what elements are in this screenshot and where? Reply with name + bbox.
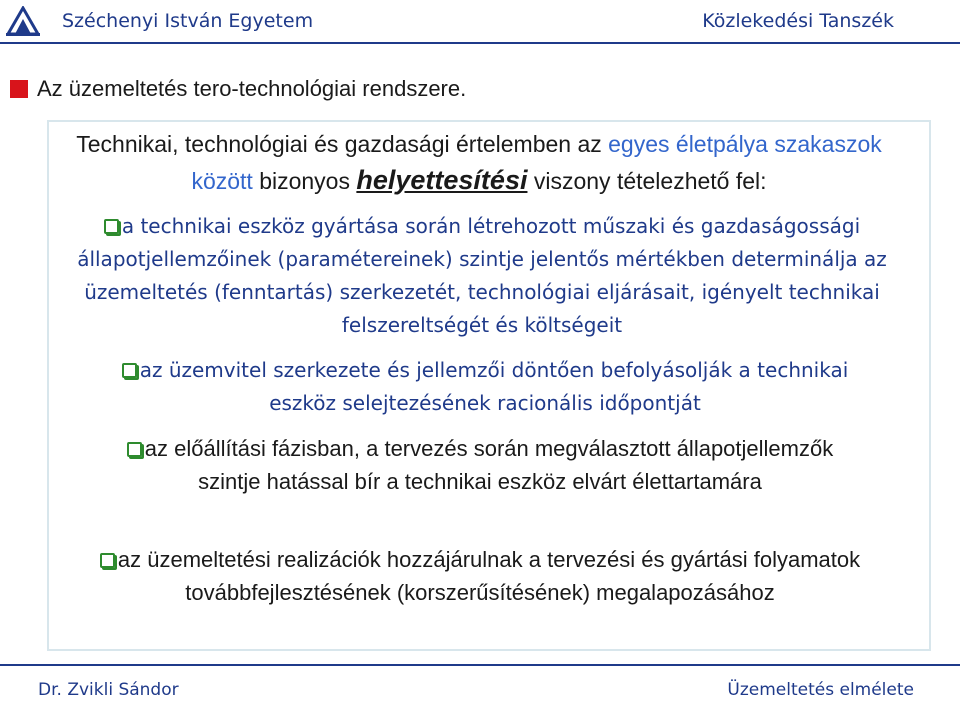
checkbox-bullet-icon: [100, 553, 115, 568]
footer-author: Dr. Zvikli Sándor: [38, 680, 179, 700]
list-item: [90, 354, 880, 420]
checkbox-bullet-icon: [127, 442, 142, 457]
intro-text-2: bizonyos: [252, 168, 357, 194]
intro-text-3: viszony tételezhető fel:: [527, 168, 767, 194]
list-item: [100, 432, 860, 498]
intro-text-1: Technikai, technológiai és gazdasági értelemben az: [76, 131, 609, 157]
list-item-text: az üzemvitel szerkezete és jellemzői döntően befolyásolják a technikai eszköz selejtezésének racionális időpontját: [139, 358, 849, 415]
list-item-text: az üzemeltetési realizációk hozzájárulnak a tervezési és gyártási folyamatok továbbfejlesztésének (korszerűsítésének) megalapozásához: [117, 547, 861, 605]
list-item: [52, 210, 912, 342]
list-item: [60, 543, 900, 609]
header-department: Közlekedési Tanszék: [702, 10, 894, 32]
footer-course: Üzemeltetés elmélete: [727, 680, 914, 700]
footer-divider: [0, 664, 960, 666]
slide-subtitle: Az üzemeltetés tero-technológiai rendszere.: [37, 76, 467, 101]
intro-highlight-emphasis: helyettesítési: [356, 165, 528, 195]
red-square-bullet-icon: [10, 80, 28, 98]
intro-highlight-blue: egyes életpálya szakaszok között: [191, 131, 882, 194]
checkbox-bullet-icon: [104, 219, 119, 234]
intro-paragraph: [48, 126, 910, 199]
university-logo-icon: [6, 6, 40, 36]
list-item-text: az előállítási fázisban, a tervezés során megválasztott állapotjellemzők szintje hatással bír a technikai eszköz elvárt élettartamára: [144, 436, 834, 494]
header-divider: [0, 42, 960, 44]
list-item-text: a technikai eszköz gyártása során létrehozott műszaki és gazdaságossági állapotjellemzőinek (paramétereinek) szintje jelentős mértékben determinálja az üzemeltetés (fenntartás) szerkezetét, technológiai eljárásait, igényelt technikai felszereltségét és költségeit: [77, 214, 887, 337]
header-institution: Széchenyi István Egyetem: [62, 10, 314, 32]
checkbox-bullet-icon: [122, 363, 137, 378]
